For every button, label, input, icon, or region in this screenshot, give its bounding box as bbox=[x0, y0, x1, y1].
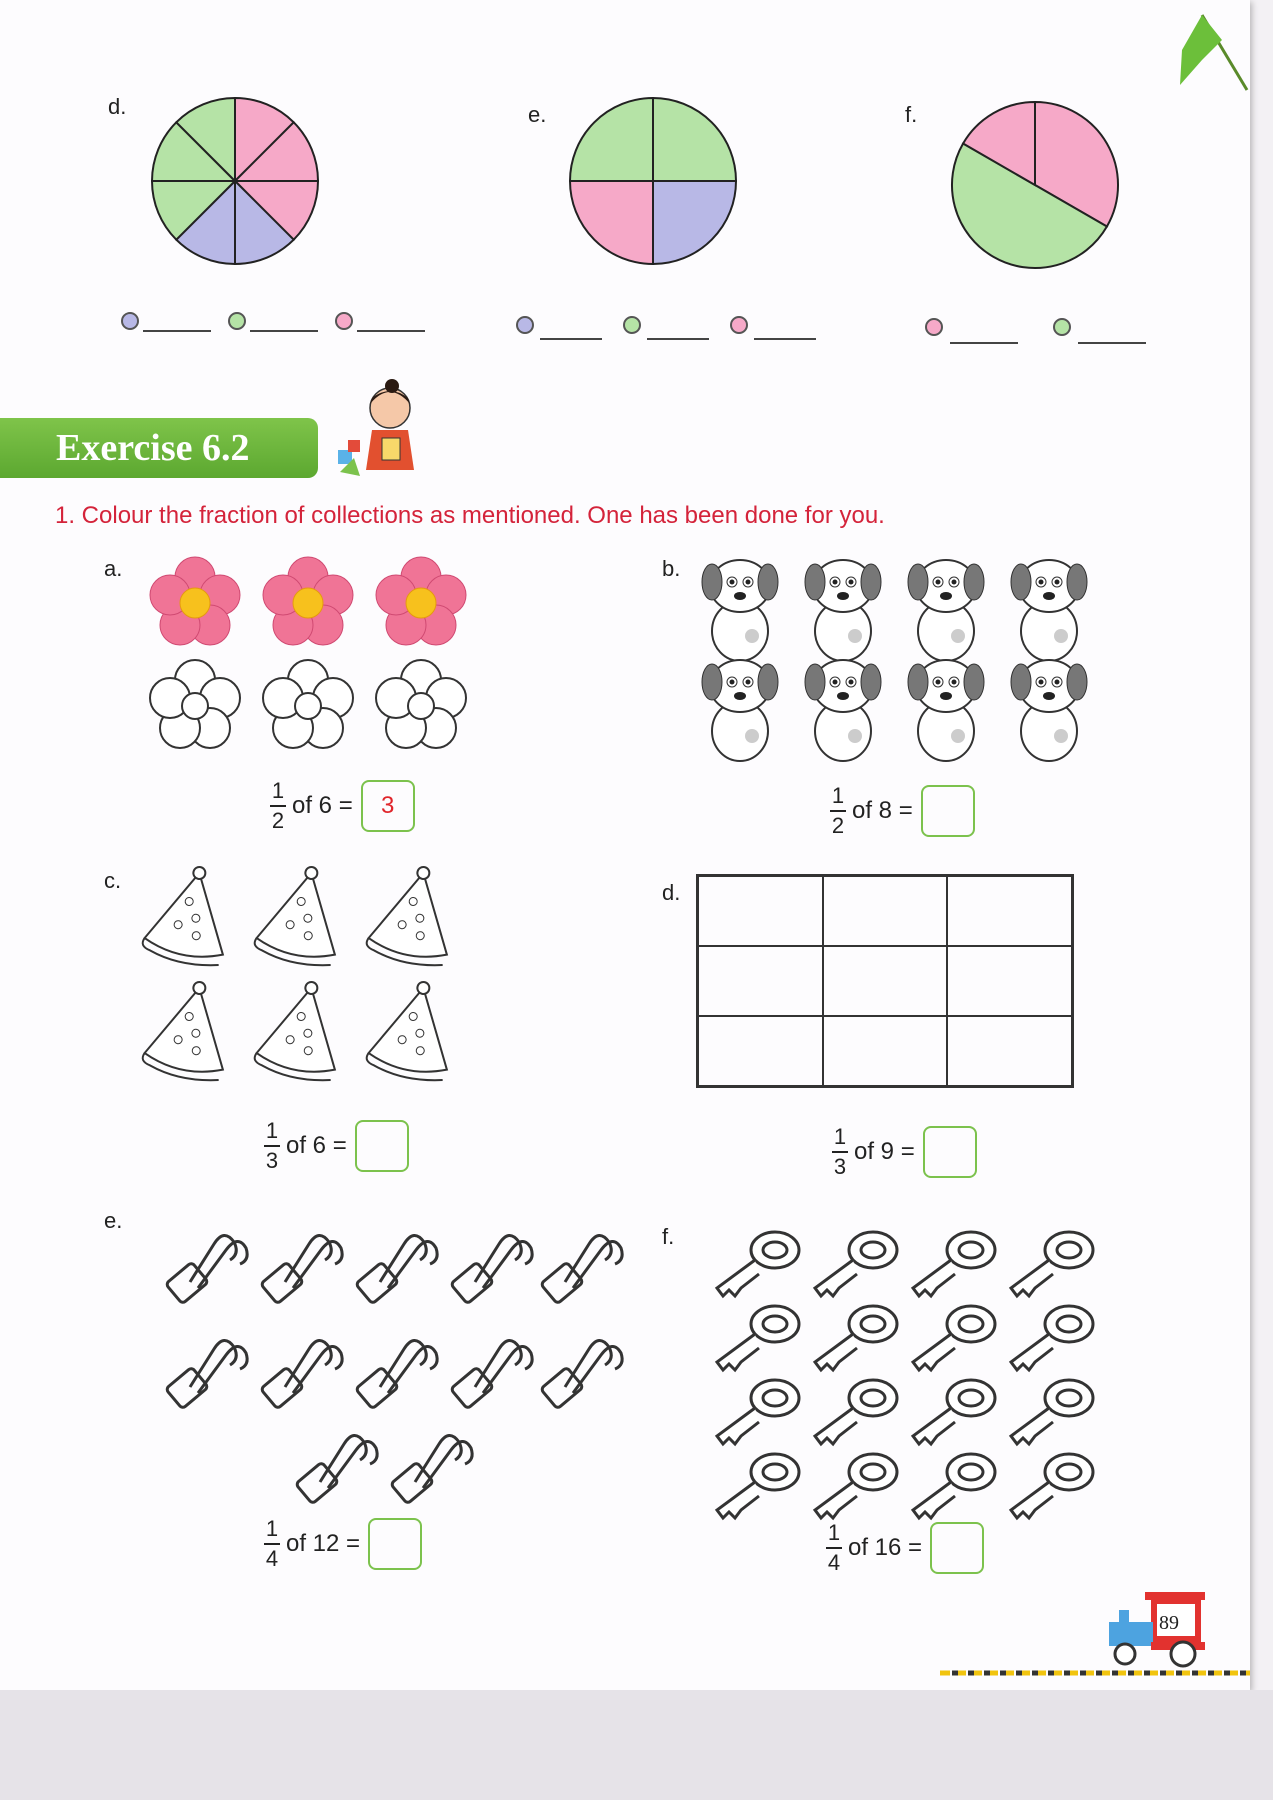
question-1: 1. Colour the fraction of collections as mentioned. One has been done for you. bbox=[55, 502, 885, 529]
grid-cell[interactable] bbox=[698, 946, 823, 1016]
party-hats-group bbox=[140, 862, 480, 1082]
pink-dot bbox=[925, 318, 943, 336]
answer-blank[interactable] bbox=[1078, 342, 1146, 344]
fraction-e bbox=[264, 1518, 422, 1570]
item-b-label: b. bbox=[662, 556, 681, 581]
fraction-b bbox=[830, 785, 975, 837]
fraction-a bbox=[270, 780, 415, 832]
numerator: 1 bbox=[831, 783, 845, 808]
fraction-text: of 6 = bbox=[286, 1132, 347, 1159]
numerator: 1 bbox=[827, 1520, 841, 1545]
pie-e bbox=[568, 96, 738, 266]
item-f-label: f. bbox=[662, 1224, 675, 1249]
answer-box-b[interactable] bbox=[921, 785, 975, 837]
answer-box-f[interactable] bbox=[930, 1522, 984, 1574]
answer-box-a[interactable]: 3 bbox=[361, 780, 415, 832]
fraction-text: of 6 = bbox=[292, 792, 353, 819]
grid-cell[interactable] bbox=[698, 1016, 823, 1086]
binder-clips-group bbox=[155, 1212, 605, 1492]
answer-box-c[interactable] bbox=[355, 1120, 409, 1172]
pink-dot bbox=[335, 312, 353, 330]
grid-cell[interactable] bbox=[823, 1016, 948, 1086]
scan-background bbox=[0, 1690, 1273, 1800]
violet-dot bbox=[121, 312, 139, 330]
grid-cell[interactable] bbox=[947, 876, 1072, 946]
keys-group bbox=[695, 1218, 1105, 1508]
fraction-text: of 12 = bbox=[286, 1530, 361, 1557]
fraction-text: of 8 = bbox=[852, 797, 913, 824]
flowers-group bbox=[140, 548, 480, 768]
item-a-label: a. bbox=[104, 556, 123, 581]
label-e-top: e. bbox=[528, 102, 547, 127]
pie-f bbox=[950, 100, 1120, 270]
grid-cell[interactable] bbox=[698, 876, 823, 946]
grid-cell[interactable] bbox=[823, 946, 948, 1016]
fraction-text: of 9 = bbox=[854, 1138, 915, 1165]
label-d-top: d. bbox=[108, 94, 127, 119]
answer-blank[interactable] bbox=[250, 330, 318, 332]
fraction-d bbox=[832, 1126, 977, 1178]
green-dot bbox=[228, 312, 246, 330]
exercise-title: Exercise 6.2 bbox=[0, 418, 318, 478]
grid-cell[interactable] bbox=[947, 1016, 1072, 1086]
fraction-f bbox=[826, 1522, 984, 1574]
numerator: 1 bbox=[265, 1118, 279, 1143]
denominator: 2 bbox=[271, 808, 285, 833]
girl-mascot-icon bbox=[330, 380, 440, 480]
denominator: 4 bbox=[827, 1550, 841, 1575]
fraction-text: of 16 = bbox=[848, 1534, 923, 1561]
answer-blank[interactable] bbox=[540, 338, 602, 340]
denominator: 3 bbox=[265, 1148, 279, 1173]
label-f-top: f. bbox=[905, 102, 918, 127]
fraction-c bbox=[264, 1120, 409, 1172]
pie-d bbox=[150, 96, 320, 266]
grid-3x3[interactable] bbox=[696, 874, 1074, 1088]
item-e-label: e. bbox=[104, 1208, 123, 1233]
dogs-group bbox=[695, 556, 1105, 756]
numerator: 1 bbox=[833, 1124, 847, 1149]
answer-blank[interactable] bbox=[143, 330, 211, 332]
denominator: 3 bbox=[833, 1154, 847, 1179]
grid-cell[interactable] bbox=[947, 946, 1072, 1016]
item-d-label: d. bbox=[662, 880, 681, 905]
numerator: 1 bbox=[265, 1516, 279, 1541]
denominator: 2 bbox=[831, 813, 845, 838]
answer-blank[interactable] bbox=[754, 338, 816, 340]
track-line bbox=[940, 1668, 1250, 1678]
violet-dot bbox=[516, 316, 534, 334]
answer-box-e[interactable] bbox=[368, 1518, 422, 1570]
page-number: 89 bbox=[1159, 1612, 1179, 1634]
numerator: 1 bbox=[271, 778, 285, 803]
green-dot bbox=[1053, 318, 1071, 336]
green-dot bbox=[623, 316, 641, 334]
item-c-label: c. bbox=[104, 868, 122, 893]
train-icon bbox=[1105, 1588, 1210, 1674]
denominator: 4 bbox=[265, 1546, 279, 1571]
answer-blank[interactable] bbox=[357, 330, 425, 332]
grid-cell[interactable] bbox=[823, 876, 948, 946]
flag-icon bbox=[1172, 10, 1252, 100]
answer-blank[interactable] bbox=[950, 342, 1018, 344]
pink-dot bbox=[730, 316, 748, 334]
answer-blank[interactable] bbox=[647, 338, 709, 340]
answer-box-d[interactable] bbox=[923, 1126, 977, 1178]
